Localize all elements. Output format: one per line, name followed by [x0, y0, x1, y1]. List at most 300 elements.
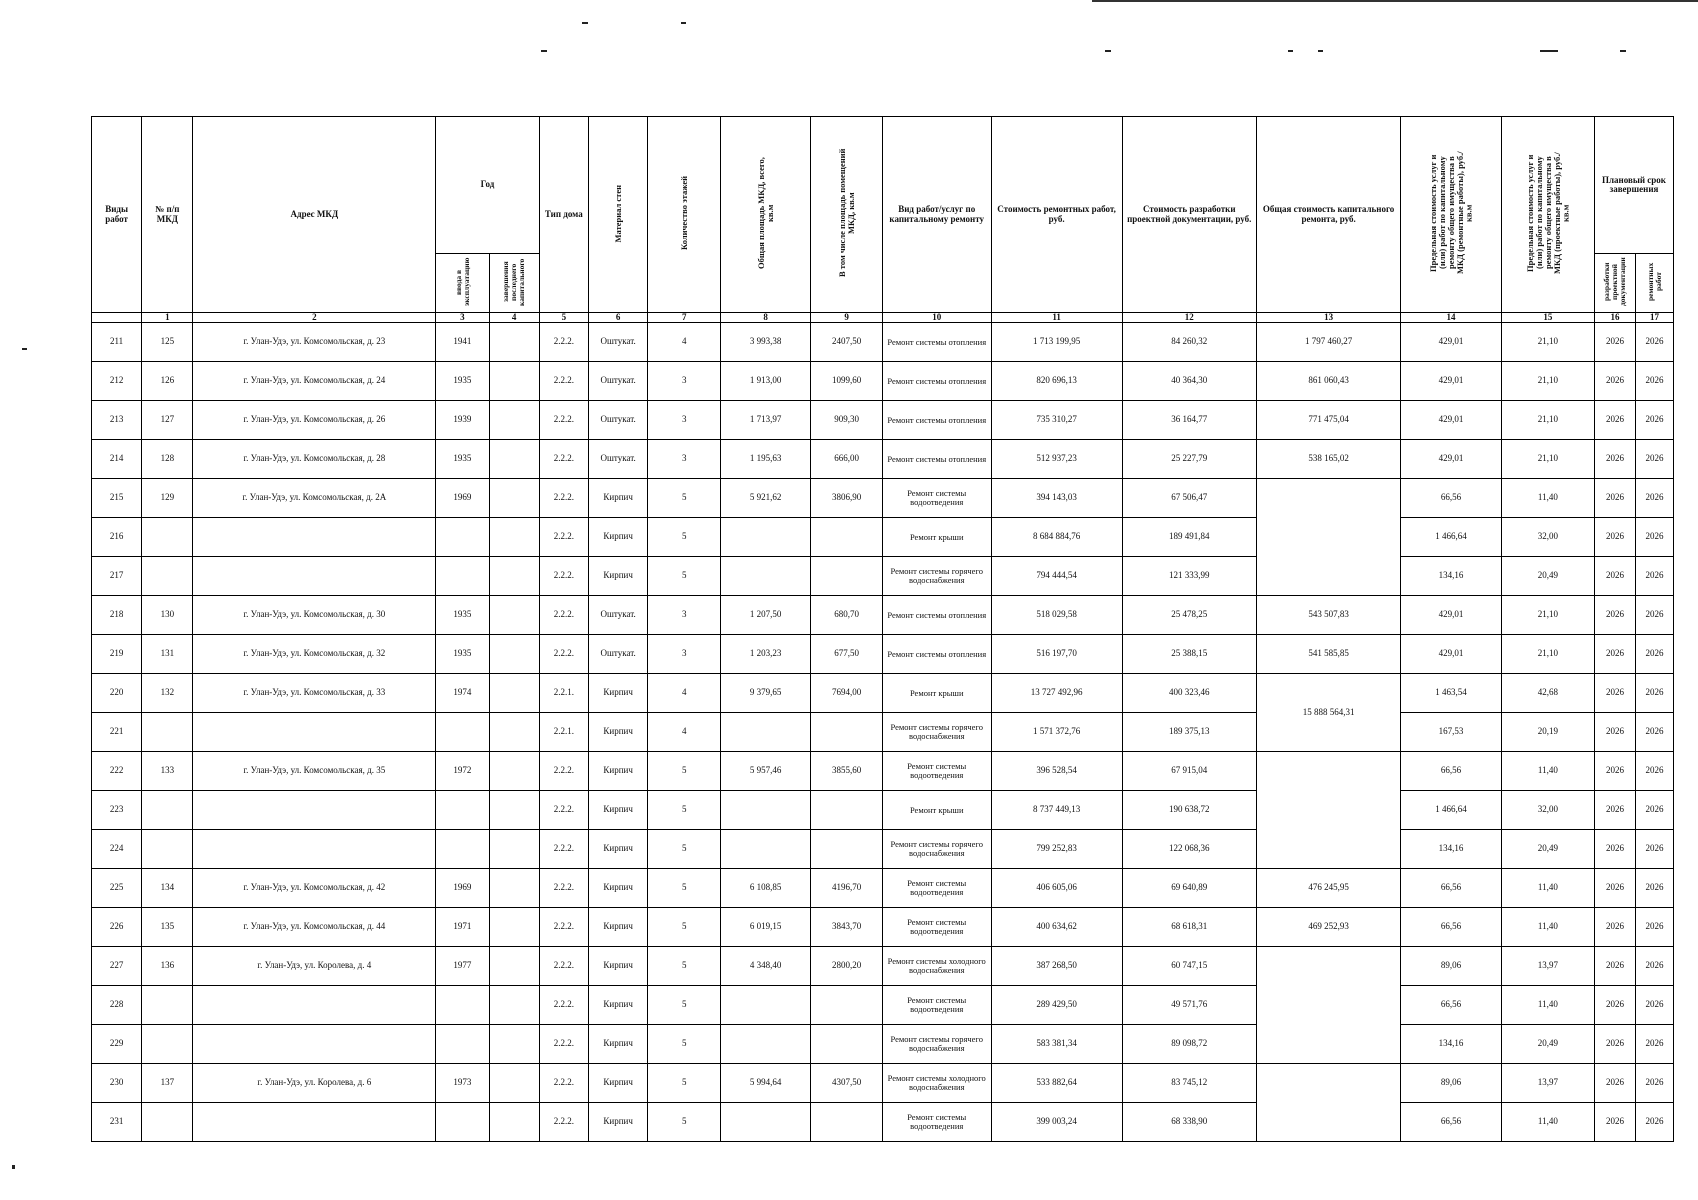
cell-deadline-repair: 2026 — [1635, 1025, 1673, 1064]
cell-house-type: 2.2.1. — [539, 713, 588, 752]
cell-house-type: 2.2.2. — [539, 1025, 588, 1064]
cell-floors: 5 — [648, 986, 721, 1025]
cell-address: г. Улан-Удэ, ул. Комсомольская, д. 42 — [193, 869, 436, 908]
cell-year-commissioning: 1971 — [436, 908, 489, 947]
cell-year-commissioning — [436, 1025, 489, 1064]
header-repair-cost: Стоимость ремонтных работ, руб. — [991, 117, 1122, 313]
cell-wall-material: Кирпич — [588, 986, 647, 1025]
cell-repair-cost: 13 727 492,96 — [991, 674, 1122, 713]
cell-work-kind: Ремонт системы отопления — [882, 401, 991, 440]
cell-max-cost-design: 21,10 — [1501, 401, 1594, 440]
cell-max-cost-repair: 1 466,64 — [1401, 791, 1501, 830]
cell-year-commissioning: 1969 — [436, 479, 489, 518]
cell-premises-area: 7694,00 — [811, 674, 883, 713]
cell-design-cost: 68 618,31 — [1122, 908, 1256, 947]
cell-work-kind: Ремонт системы водоотведения — [882, 869, 991, 908]
cell-year-commissioning — [436, 557, 489, 596]
scan-speck — [22, 348, 27, 350]
cell-wall-material: Кирпич — [588, 869, 647, 908]
cell-mkd-number — [142, 518, 193, 557]
cell-wall-material: Оштукат. — [588, 401, 647, 440]
cell-work-type: 227 — [92, 947, 142, 986]
cell-mkd-number: 137 — [142, 1064, 193, 1103]
cell-premises-area: 677,50 — [811, 635, 883, 674]
cell-repair-cost: 396 528,54 — [991, 752, 1122, 791]
cell-work-type: 214 — [92, 440, 142, 479]
cell-deadline-design: 2026 — [1594, 518, 1635, 557]
cell-deadline-design: 2026 — [1594, 947, 1635, 986]
cell-deadline-design: 2026 — [1594, 674, 1635, 713]
cell-year-last-repair — [489, 440, 539, 479]
cell-address — [193, 986, 436, 1025]
cell-floors: 3 — [648, 596, 721, 635]
cell-total-cost: 469 252,93 — [1256, 908, 1400, 947]
cell-max-cost-design: 11,40 — [1501, 479, 1594, 518]
cell-address: г. Улан-Удэ, ул. Комсомольская, д. 23 — [193, 323, 436, 362]
cell-max-cost-repair: 429,01 — [1401, 440, 1501, 479]
cell-year-last-repair — [489, 1025, 539, 1064]
cell-floors: 5 — [648, 1025, 721, 1064]
cell-year-commissioning: 1935 — [436, 635, 489, 674]
cell-deadline-repair: 2026 — [1635, 479, 1673, 518]
header-planned-deadline: Плановый срок завершения — [1594, 117, 1673, 254]
cell-year-last-repair — [489, 635, 539, 674]
cell-work-type: 228 — [92, 986, 142, 1025]
cell-design-cost: 49 571,76 — [1122, 986, 1256, 1025]
cell-mkd-number — [142, 986, 193, 1025]
cell-deadline-design: 2026 — [1594, 596, 1635, 635]
cell-total-area: 1 713,97 — [721, 401, 811, 440]
col-number: 8 — [721, 313, 811, 323]
cell-repair-cost: 8 737 449,13 — [991, 791, 1122, 830]
scan-speck — [681, 22, 686, 24]
cell-deadline-repair: 2026 — [1635, 1064, 1673, 1103]
cell-year-commissioning: 1969 — [436, 869, 489, 908]
cell-mkd-number — [142, 1025, 193, 1064]
table-row — [92, 557, 1674, 596]
cell-max-cost-repair: 1 463,54 — [1401, 674, 1501, 713]
cell-work-kind: Ремонт системы горячего водоснабжения — [882, 1025, 991, 1064]
cell-max-cost-repair: 134,16 — [1401, 557, 1501, 596]
cell-house-type: 2.2.1. — [539, 674, 588, 713]
cell-max-cost-design: 20,19 — [1501, 713, 1594, 752]
cell-work-type: 216 — [92, 518, 142, 557]
cell-house-type: 2.2.2. — [539, 596, 588, 635]
cell-deadline-design: 2026 — [1594, 401, 1635, 440]
cell-deadline-repair: 2026 — [1635, 440, 1673, 479]
cell-deadline-repair: 2026 — [1635, 518, 1673, 557]
cell-address — [193, 1103, 436, 1142]
cell-floors: 5 — [648, 830, 721, 869]
cell-work-type: 223 — [92, 791, 142, 830]
cell-floors: 5 — [648, 947, 721, 986]
cell-total-area: 9 379,65 — [721, 674, 811, 713]
cell-floors: 3 — [648, 362, 721, 401]
cell-deadline-design: 2026 — [1594, 908, 1635, 947]
cell-year-commissioning: 1973 — [436, 1064, 489, 1103]
cell-wall-material: Оштукат. — [588, 596, 647, 635]
cell-work-type: 231 — [92, 1103, 142, 1142]
cell-year-last-repair — [489, 401, 539, 440]
cell-house-type: 2.2.2. — [539, 635, 588, 674]
cell-wall-material: Кирпич — [588, 791, 647, 830]
cell-work-type: 224 — [92, 830, 142, 869]
cell-max-cost-design: 11,40 — [1501, 986, 1594, 1025]
col-number: 4 — [489, 313, 539, 323]
cell-floors: 5 — [648, 869, 721, 908]
table-row — [92, 791, 1674, 830]
cell-design-cost: 189 491,84 — [1122, 518, 1256, 557]
cell-design-cost: 122 068,36 — [1122, 830, 1256, 869]
cell-deadline-repair: 2026 — [1635, 986, 1673, 1025]
cell-max-cost-repair: 429,01 — [1401, 596, 1501, 635]
cell-max-cost-design: 42,68 — [1501, 674, 1594, 713]
cell-total-area: 5 957,46 — [721, 752, 811, 791]
cell-work-kind: Ремонт системы водоотведения — [882, 752, 991, 791]
cell-total-area — [721, 557, 811, 596]
cell-floors: 5 — [648, 908, 721, 947]
header-design-cost: Стоимость разработки проектной документации, руб. — [1122, 117, 1256, 313]
cell-wall-material: Кирпич — [588, 1103, 647, 1142]
cell-premises-area — [811, 986, 883, 1025]
cell-year-last-repair — [489, 908, 539, 947]
cell-max-cost-design: 20,49 — [1501, 557, 1594, 596]
cell-year-commissioning — [436, 1103, 489, 1142]
cell-total-cost — [1256, 1064, 1400, 1142]
cell-design-cost: 25 478,25 — [1122, 596, 1256, 635]
cell-design-cost: 68 338,90 — [1122, 1103, 1256, 1142]
cell-deadline-design: 2026 — [1594, 323, 1635, 362]
cell-deadline-design: 2026 — [1594, 479, 1635, 518]
cell-year-last-repair — [489, 791, 539, 830]
cell-max-cost-design: 21,10 — [1501, 596, 1594, 635]
col-number: 10 — [882, 313, 991, 323]
cell-wall-material: Кирпич — [588, 518, 647, 557]
cell-mkd-number — [142, 830, 193, 869]
cell-work-kind: Ремонт крыши — [882, 518, 991, 557]
cell-year-last-repair — [489, 479, 539, 518]
table-row — [92, 362, 1674, 401]
cell-house-type: 2.2.2. — [539, 362, 588, 401]
cell-deadline-repair: 2026 — [1635, 1103, 1673, 1142]
cell-design-cost: 67 506,47 — [1122, 479, 1256, 518]
cell-work-kind: Ремонт системы отопления — [882, 596, 991, 635]
cell-max-cost-repair: 66,56 — [1401, 1103, 1501, 1142]
cell-deadline-repair: 2026 — [1635, 674, 1673, 713]
cell-deadline-design: 2026 — [1594, 557, 1635, 596]
cell-design-cost: 190 638,72 — [1122, 791, 1256, 830]
cell-repair-cost: 289 429,50 — [991, 986, 1122, 1025]
col-number: 15 — [1501, 313, 1594, 323]
cell-house-type: 2.2.2. — [539, 401, 588, 440]
cell-year-last-repair — [489, 830, 539, 869]
cell-year-commissioning: 1972 — [436, 752, 489, 791]
cell-wall-material: Кирпич — [588, 557, 647, 596]
cell-work-kind: Ремонт крыши — [882, 674, 991, 713]
col-number: 1 — [142, 313, 193, 323]
cell-premises-area — [811, 518, 883, 557]
cell-year-commissioning — [436, 713, 489, 752]
cell-deadline-design: 2026 — [1594, 986, 1635, 1025]
scan-speck — [1105, 50, 1111, 52]
cell-total-cost: 1 797 460,27 — [1256, 323, 1400, 362]
cell-house-type: 2.2.2. — [539, 479, 588, 518]
cell-deadline-design: 2026 — [1594, 869, 1635, 908]
cell-address: г. Улан-Удэ, ул. Комсомольская, д. 33 — [193, 674, 436, 713]
cell-wall-material: Кирпич — [588, 1025, 647, 1064]
cell-deadline-design: 2026 — [1594, 440, 1635, 479]
cell-total-area: 1 203,23 — [721, 635, 811, 674]
cell-work-kind: Ремонт системы водоотведения — [882, 479, 991, 518]
scan-speck — [1540, 50, 1558, 52]
cell-house-type: 2.2.2. — [539, 869, 588, 908]
cell-max-cost-repair: 89,06 — [1401, 947, 1501, 986]
scan-speck — [1318, 50, 1323, 52]
cell-total-cost: 861 060,43 — [1256, 362, 1400, 401]
cell-premises-area: 3855,60 — [811, 752, 883, 791]
cell-total-area — [721, 1025, 811, 1064]
cell-work-kind: Ремонт системы отопления — [882, 362, 991, 401]
cell-premises-area — [811, 1103, 883, 1142]
cell-premises-area: 3806,90 — [811, 479, 883, 518]
cell-address — [193, 557, 436, 596]
col-number: 6 — [588, 313, 647, 323]
cell-design-cost: 25 227,79 — [1122, 440, 1256, 479]
cell-premises-area: 4307,50 — [811, 1064, 883, 1103]
cell-design-cost: 67 915,04 — [1122, 752, 1256, 791]
cell-repair-cost: 799 252,83 — [991, 830, 1122, 869]
cell-floors: 4 — [648, 713, 721, 752]
col-number: 12 — [1122, 313, 1256, 323]
cell-year-commissioning — [436, 986, 489, 1025]
cell-mkd-number — [142, 557, 193, 596]
cell-work-type: 217 — [92, 557, 142, 596]
cell-design-cost: 121 333,99 — [1122, 557, 1256, 596]
cell-total-area — [721, 713, 811, 752]
cell-address: г. Улан-Удэ, ул. Комсомольская, д. 44 — [193, 908, 436, 947]
header-year: Год — [436, 117, 539, 254]
cell-mkd-number: 130 — [142, 596, 193, 635]
header-max-cost-design: Предельная стоимость услуг и (или) работ по капитальному ремонту общего имущества в МКД (проектные работы), руб./кв.м — [1501, 117, 1594, 313]
col-number: 3 — [436, 313, 489, 323]
cell-max-cost-repair: 134,16 — [1401, 1025, 1501, 1064]
cell-wall-material: Кирпич — [588, 1064, 647, 1103]
cell-year-commissioning: 1974 — [436, 674, 489, 713]
cell-design-cost: 189 375,13 — [1122, 713, 1256, 752]
cell-total-cost: 476 245,95 — [1256, 869, 1400, 908]
cell-max-cost-repair: 66,56 — [1401, 908, 1501, 947]
cell-work-type: 220 — [92, 674, 142, 713]
cell-year-last-repair — [489, 518, 539, 557]
cell-deadline-repair: 2026 — [1635, 947, 1673, 986]
cell-premises-area: 4196,70 — [811, 869, 883, 908]
cell-total-area: 5 994,64 — [721, 1064, 811, 1103]
cell-floors: 5 — [648, 479, 721, 518]
header-max-cost-repair: Предельная стоимость услуг и (или) работ по капитальному ремонту общего имущества в МКД (ремонтные работы), руб./кв.м — [1401, 117, 1501, 313]
cell-premises-area: 2800,20 — [811, 947, 883, 986]
cell-year-last-repair — [489, 869, 539, 908]
cell-repair-cost: 1 713 199,95 — [991, 323, 1122, 362]
header-total-area: Общая площадь МКД, всего, кв.м — [721, 117, 811, 313]
cell-address: г. Улан-Удэ, ул. Королева, д. 6 — [193, 1064, 436, 1103]
cell-total-cost — [1256, 947, 1400, 1064]
cell-repair-cost: 518 029,58 — [991, 596, 1122, 635]
cell-max-cost-repair: 167,53 — [1401, 713, 1501, 752]
header-house-type: Тип дома — [539, 117, 588, 313]
cell-house-type: 2.2.2. — [539, 557, 588, 596]
cell-wall-material: Оштукат. — [588, 440, 647, 479]
cell-house-type: 2.2.2. — [539, 986, 588, 1025]
cell-work-type: 221 — [92, 713, 142, 752]
scan-speck — [1288, 50, 1293, 52]
cell-mkd-number: 129 — [142, 479, 193, 518]
cell-max-cost-design: 21,10 — [1501, 362, 1594, 401]
cell-mkd-number: 133 — [142, 752, 193, 791]
cell-total-area: 4 348,40 — [721, 947, 811, 986]
scan-speck — [12, 1165, 15, 1169]
cell-max-cost-design: 32,00 — [1501, 518, 1594, 557]
table-row — [92, 479, 1674, 518]
cell-work-type: 215 — [92, 479, 142, 518]
col-number: 16 — [1594, 313, 1635, 323]
cell-max-cost-repair: 429,01 — [1401, 635, 1501, 674]
table-row — [92, 440, 1674, 479]
cell-premises-area: 3843,70 — [811, 908, 883, 947]
cell-work-kind: Ремонт системы холодного водоснабжения — [882, 947, 991, 986]
col-number: 9 — [811, 313, 883, 323]
cell-floors: 3 — [648, 440, 721, 479]
cell-deadline-design: 2026 — [1594, 791, 1635, 830]
cell-address: г. Улан-Удэ, ул. Комсомольская, д. 2А — [193, 479, 436, 518]
cell-repair-cost: 394 143,03 — [991, 479, 1122, 518]
cell-repair-cost: 516 197,70 — [991, 635, 1122, 674]
cell-wall-material: Кирпич — [588, 674, 647, 713]
cell-premises-area — [811, 830, 883, 869]
cell-deadline-repair: 2026 — [1635, 362, 1673, 401]
cell-max-cost-repair: 134,16 — [1401, 830, 1501, 869]
cell-max-cost-repair: 429,01 — [1401, 323, 1501, 362]
cell-deadline-repair: 2026 — [1635, 635, 1673, 674]
cell-year-last-repair — [489, 323, 539, 362]
cell-max-cost-repair: 66,56 — [1401, 752, 1501, 791]
cell-house-type: 2.2.2. — [539, 1103, 588, 1142]
cell-house-type: 2.2.2. — [539, 518, 588, 557]
cell-premises-area — [811, 713, 883, 752]
cell-total-cost: 771 475,04 — [1256, 401, 1400, 440]
cell-max-cost-design: 13,97 — [1501, 947, 1594, 986]
cell-floors: 4 — [648, 323, 721, 362]
cell-total-area: 6 108,85 — [721, 869, 811, 908]
cell-wall-material: Кирпич — [588, 908, 647, 947]
cell-max-cost-repair: 429,01 — [1401, 401, 1501, 440]
col-number: 11 — [991, 313, 1122, 323]
cell-house-type: 2.2.2. — [539, 791, 588, 830]
cell-deadline-design: 2026 — [1594, 830, 1635, 869]
cell-repair-cost: 8 684 884,76 — [991, 518, 1122, 557]
cell-house-type: 2.2.2. — [539, 752, 588, 791]
table-row — [92, 908, 1674, 947]
cell-house-type: 2.2.2. — [539, 323, 588, 362]
col-number — [92, 313, 142, 323]
cell-work-type: 211 — [92, 323, 142, 362]
cell-design-cost: 40 364,30 — [1122, 362, 1256, 401]
cell-floors: 4 — [648, 674, 721, 713]
cell-address: г. Улан-Удэ, ул. Комсомольская, д. 30 — [193, 596, 436, 635]
cell-max-cost-design: 11,40 — [1501, 908, 1594, 947]
cell-deadline-repair: 2026 — [1635, 596, 1673, 635]
cell-deadline-design: 2026 — [1594, 1103, 1635, 1142]
cell-year-commissioning: 1939 — [436, 401, 489, 440]
col-number: 14 — [1401, 313, 1501, 323]
cell-repair-cost: 400 634,62 — [991, 908, 1122, 947]
cell-work-type: 212 — [92, 362, 142, 401]
col-number: 7 — [648, 313, 721, 323]
cell-total-area — [721, 986, 811, 1025]
cell-repair-cost: 794 444,54 — [991, 557, 1122, 596]
cell-repair-cost: 1 571 372,76 — [991, 713, 1122, 752]
header-work-kind: Вид работ/услуг по капитальному ремонту — [882, 117, 991, 313]
cell-mkd-number: 128 — [142, 440, 193, 479]
cell-year-last-repair — [489, 362, 539, 401]
cell-max-cost-design: 32,00 — [1501, 791, 1594, 830]
cell-work-type: 222 — [92, 752, 142, 791]
cell-wall-material: Оштукат. — [588, 635, 647, 674]
header-mkd-number: № п/п МКД — [142, 117, 193, 313]
col-number: 17 — [1635, 313, 1673, 323]
header-year-last-repair: завершения последнего капитального — [489, 254, 539, 313]
cell-mkd-number — [142, 713, 193, 752]
cell-total-area: 1 913,00 — [721, 362, 811, 401]
cell-design-cost: 84 260,32 — [1122, 323, 1256, 362]
cell-design-cost: 83 745,12 — [1122, 1064, 1256, 1103]
cell-repair-cost: 735 310,27 — [991, 401, 1122, 440]
cell-deadline-design: 2026 — [1594, 752, 1635, 791]
cell-wall-material: Кирпич — [588, 947, 647, 986]
col-number: 2 — [193, 313, 436, 323]
cell-floors: 5 — [648, 1064, 721, 1103]
cell-work-type: 226 — [92, 908, 142, 947]
cell-repair-cost: 387 268,50 — [991, 947, 1122, 986]
repair-register-table — [91, 116, 1674, 1142]
table-row — [92, 323, 1674, 362]
cell-deadline-repair: 2026 — [1635, 557, 1673, 596]
header-wall-material: Материал стен — [588, 117, 647, 313]
cell-mkd-number: 135 — [142, 908, 193, 947]
cell-work-kind: Ремонт системы горячего водоснабжения — [882, 830, 991, 869]
cell-work-type: 219 — [92, 635, 142, 674]
cell-address: г. Улан-Удэ, ул. Комсомольская, д. 26 — [193, 401, 436, 440]
cell-wall-material: Кирпич — [588, 752, 647, 791]
cell-deadline-design: 2026 — [1594, 362, 1635, 401]
cell-deadline-repair: 2026 — [1635, 401, 1673, 440]
cell-repair-cost: 820 696,13 — [991, 362, 1122, 401]
cell-total-cost — [1256, 479, 1400, 596]
cell-total-cost — [1256, 752, 1400, 869]
cell-year-commissioning: 1935 — [436, 440, 489, 479]
register-body — [92, 323, 1674, 1142]
table-row — [92, 1064, 1674, 1103]
cell-max-cost-design: 21,10 — [1501, 635, 1594, 674]
cell-total-area: 5 921,62 — [721, 479, 811, 518]
cell-work-type: 218 — [92, 596, 142, 635]
cell-year-last-repair — [489, 1064, 539, 1103]
col-number: 13 — [1256, 313, 1400, 323]
header-total-cost: Общая стоимость капитального ремонта, руб. — [1256, 117, 1400, 313]
cell-premises-area: 680,70 — [811, 596, 883, 635]
table-row — [92, 401, 1674, 440]
cell-work-type: 229 — [92, 1025, 142, 1064]
cell-year-last-repair — [489, 986, 539, 1025]
